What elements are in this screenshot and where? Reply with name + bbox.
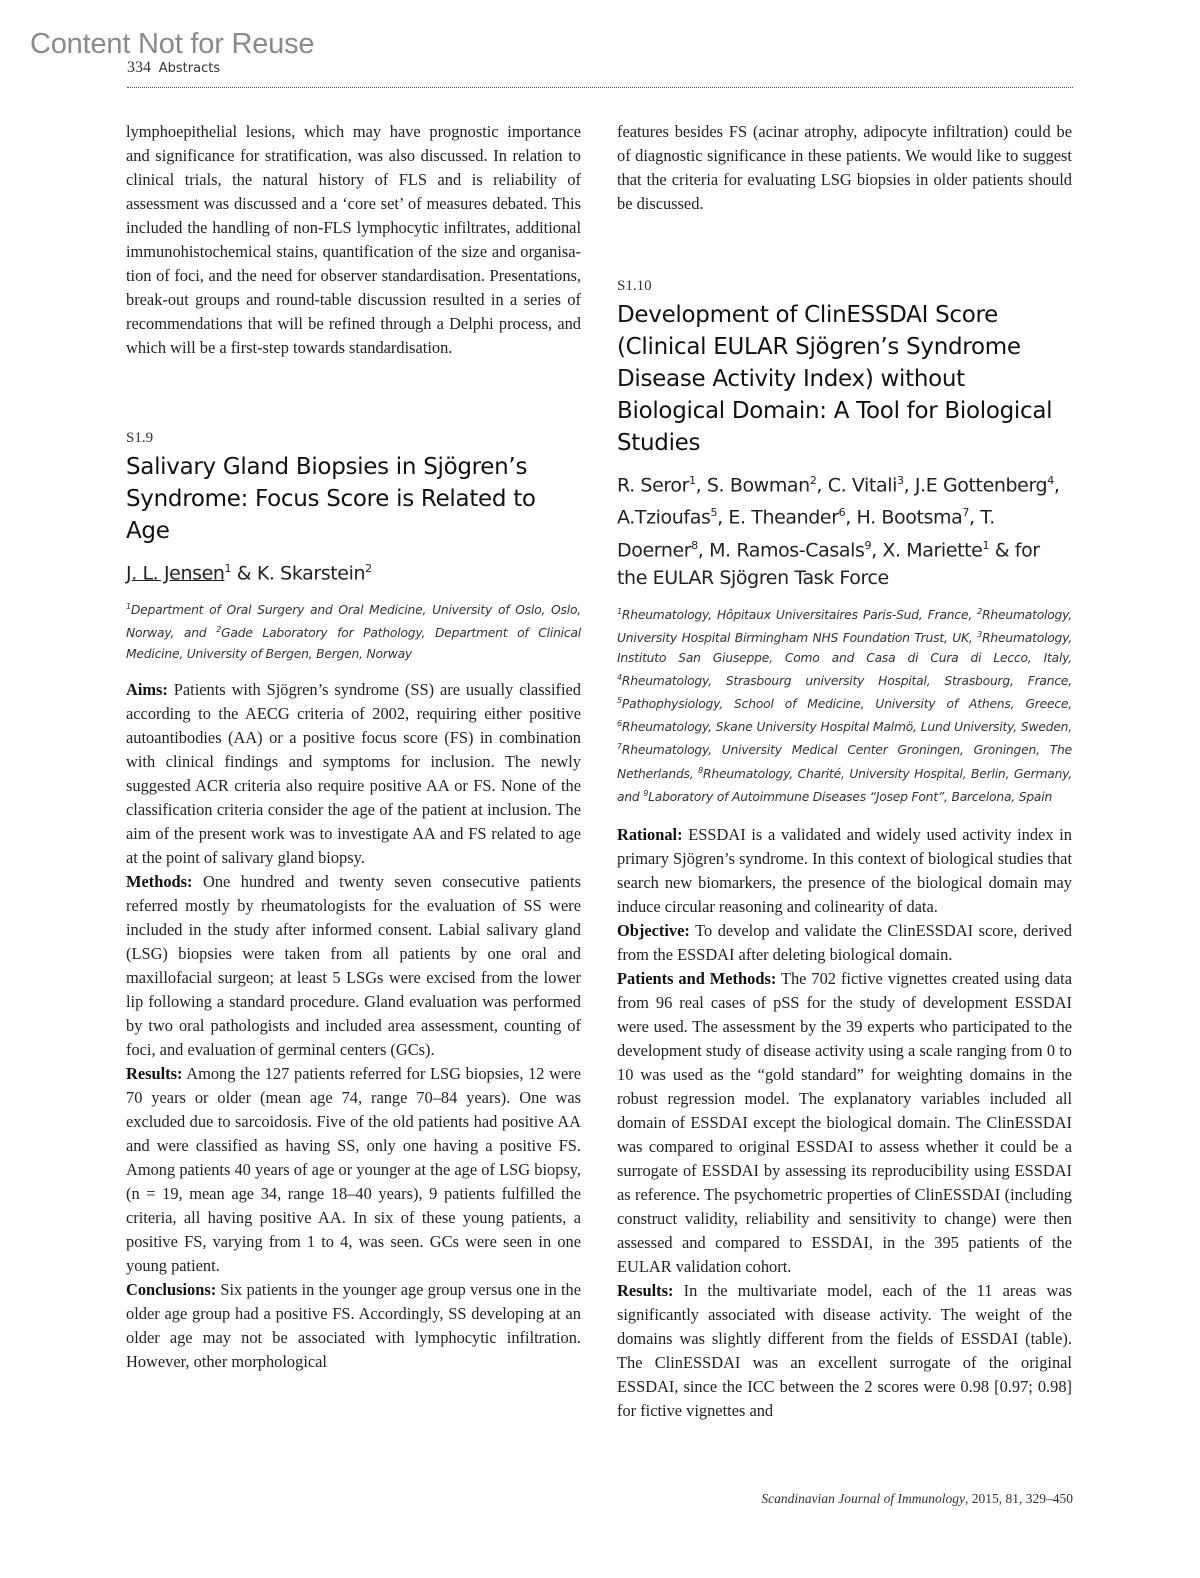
section-name: Abstracts [158,61,221,76]
affil-text: Rheumatology, Charité, University Hospital, Berlin, Germany, and [617,766,1072,804]
abstract-section [126,1062,581,1278]
author-name: M. Ramos-Casals [709,538,865,561]
abstract-section [617,823,1072,919]
author-sup: 6 [838,506,846,520]
author-separator: , [695,474,707,497]
abstract-section [617,919,1072,967]
author-separator: , [717,506,729,529]
abstract-section [617,1279,1072,1423]
author-sup: 9 [864,538,872,552]
affil-sup: 7 [617,742,622,752]
abstract-section [126,1278,581,1374]
left-column [126,120,581,1374]
author-name: A.Tzioufas [617,506,711,529]
intro-paragraph: lymphoepithelial lesions, which may have prognostic importance and significance for stratification, was also discussed. In relation to clinical trials, the natural history of FLS and is reliability of assessment was discussed and a ‘core set’ of measures debated. This included the handling of non-FLS lymphocytic infiltrates, additional immunohistochemical stains, quantification of the size and organisation of foci, and the need for observer standardisation. Presentations, break-out groups and round-table discussion resulted in a series of recommendations that will be refined through a Delphi process, and which will be a first-step towards standardisation. [126,122,581,357]
author-name: R. Seror [617,474,689,497]
affiliations [617,602,1072,807]
affil-sup: 2 [977,606,983,616]
author-name: E. Theander [728,506,839,529]
author-separator: & for the EULAR Sjögren Task Force [617,538,1040,589]
section-text: The 702 fictive vignettes created using data from 96 real cases of pSS for the study of development ESSDAI were used. The assessment by the 39 experts who participated to the development study of disease activity using a scale ranging from 0 to 10 was used as the “gold standard” for weighting domains in the robust regression model. The explanatory variables included all domain of ESSDAI except the biological domain. The ClinESSDAI was compared to original ESSDAI to assess whether it could be a surrogate of ESSDAI by assessing its reproducibility using ESSDAI as reference. The psychometric properties of ClinESSDAI (including construct validity, reliability and sensitivity to change) were then assessed and compared to ESSDAI, in the 395 patients of the EULAR validation cohort. [617,968,1072,1276]
author-sup: 5 [710,506,718,520]
section-text: Among the 127 patients referred for LSG biopsies, 12 were 70 years or older (mean age 74, range 70–84 years). One was excluded due to sarcoidosis. Five of the old patients had positive AA and were classified as having SS, only one having a positive FS. Among patients 40 years of age or younger at the age of LSG biopsy, (n = 19, mean age 34, range 18–40 years), 9 patients fulfilled the criteria, all having positive AA. In six of these young patients, a positive FS, varying from 1 to 4, was seen. GCs were seen in one young patient. [126,1063,581,1275]
presenting-author: J. L. Jensen [126,562,225,585]
affil-sup: 6 [617,719,622,729]
author-name: H. Bootsma [856,506,963,529]
affil-sup: 3 [977,630,983,640]
author-sup: 1 [224,562,232,575]
abstract-id: S1.10 [617,278,652,294]
section-label: Objective: [617,920,690,940]
right-column [617,120,1072,1423]
section-text: One hundred and twenty seven consecutive patients referred mostly by rheumatologists for the evaluation of SS were included in the study after informed consent. Labial salivary gland (LSG) biopsies were taken from all patients by one oral and maxillofacial surgeon; at least 5 LSGs were excised from the lower lip following a standard procedure. Gland evaluation was performed by two oral pathologists and included area assessment, counting of foci, and evaluation of germinal centers (GCs). [126,871,581,1059]
author-sup: 2 [365,562,372,575]
abstract-title: Development of ClinESSDAI Score (Clinical EULAR Sjögren’s Syndrome Disease Activity Index) without Biological Domain: A Tool for Biological Studies [617,302,1053,456]
affiliations [126,597,581,663]
author-sup: 3 [896,474,904,487]
author-sup: 1 [688,474,696,487]
author-separator: , [845,506,857,529]
affil-sup: 4 [617,673,622,683]
continuation-paragraph: features besides FS (acinar atrophy, adipocyte infiltration) could be of diagnostic significance in these patients. We would like to suggest that the criteria for evaluating LSG biopsies in older patients should be discussed. [617,122,1072,213]
author-separator: , [871,538,883,561]
section-text: To develop and validate the ClinESSDAI score, derived from the ESSDAI after deleting biological domain. [617,920,1072,964]
section-text: Patients with Sjögren’s syndrome (SS) are usually classified according to the AECG criteria of 2002, requiring either positive autoantibodies (AA) or a positive focus score (FS) in combination with clinical findings and symptoms for inclusion. The newly suggested ACR criteria also require positive AA or FS. None of the classification criteria consider the age of the patient at inclusion. The aim of the present work was to investigate AA and FS related to age at the point of salivary gland biopsy. [126,679,581,867]
affil-text: Pathophysiology, School of Medicine, University of Athens, Greece, [621,697,1072,712]
abstract-section [617,967,1072,1279]
affil-sup: 1 [126,602,131,612]
abstract-title: Salivary Gland Biopsies in Sjögren’s Syndrome: Focus Score is Related to Age [126,454,536,544]
citation: , 2015, 81, 329–450 [965,1491,1073,1506]
abstract-body [126,678,581,1374]
section-label: Results: [126,1063,183,1083]
author-separator: , [1053,474,1060,497]
section-label: Rational: [617,824,683,844]
section-label: Aims: [126,679,168,699]
affil-text: Rheumatology, University Hospital Birmingham NHS Foundation Trust, UK, [617,608,1072,646]
watermark: Content Not for Reuse [30,28,315,60]
section-text: In the multivariate model, each of the 11 areas was significantly associated with disease activity. The weight of the domains was slightly different from the fields of ESSDAI (table). The ClinESSDAI was an excellent surrogate of the original ESSDAI, since the ICC between the 2 scores were 0.98 [0.97; 0.98] for fictive vignettes and [617,1280,1072,1420]
author-list [126,555,581,587]
author-name: J.E Gottenberg [914,474,1048,497]
author-name: S. Bowman [706,474,810,497]
affil-sup: 5 [617,696,622,706]
author-name: T. Doerner [617,506,995,561]
author-sup: 7 [962,506,969,520]
affil-text: Gade Laboratory for Pathology, Department of Clinical Medicine, University of Bergen, Bergen, Norway [126,626,582,661]
abstract-section [126,870,581,1062]
author-name: C. Vitali [827,474,897,497]
author-separator: , [903,474,915,497]
abstract-section [126,678,581,870]
author-name: X. Mariette [882,538,983,561]
running-header [127,59,220,77]
section-text: ESSDAI is a validated and widely used activity index in primary Sjögren’s syndrome. In this context of biological studies that search new biomarkers, the presence of the biological domain may induce circular reasoning and colinearity of data. [617,824,1072,916]
affil-text: Department of Oral Surgery and Oral Medicine, University of Oslo, Oslo, Norway, and [126,603,581,641]
author-sup: 8 [691,538,698,552]
affil-sup: 2 [216,625,222,635]
affil-text: Rheumatology, Strasbourg university Hospital, Strasbourg, France, [621,674,1072,689]
section-label: Patients and Methods: [617,968,777,988]
affil-sup: 9 [643,788,649,798]
page-number: 334 [127,59,151,76]
affil-sup: 1 [617,606,622,616]
author-list [617,467,1072,592]
affil-text: Rheumatology, University Medical Center Groningen, Groningen, The Netherlands, [617,743,1072,781]
abstract-body [617,823,1072,1423]
affil-text: Rheumatology, Instituto San Giuseppe, Como and Casa di Cura di Lecco, Italy, [617,631,1072,666]
affil-text: Laboratory of Autoimmune Diseases “Josep Font”, Barcelona, Spain [648,789,1053,804]
section-label: Conclusions: [126,1279,217,1299]
author-sup: 2 [809,474,817,487]
author-sup: 1 [982,538,990,552]
author-sup: 4 [1047,474,1054,487]
affil-sup: 8 [698,765,704,775]
affil-text: Rheumatology, Skane University Hospital Malmö, Lund University, Sweden, [621,720,1072,735]
author-separator: , [968,506,981,529]
section-label: Results: [617,1280,674,1300]
journal-name: Scandinavian Journal of Immunology [761,1491,965,1506]
abstract-id: S1.9 [126,430,154,446]
author-separator: , [697,538,710,561]
author-name: & K. Skarstein [231,562,366,585]
affil-text: Rheumatology, Hôpitaux Universitaires Paris-Sud, France, [621,608,978,623]
header-divider [127,87,1073,88]
section-text: Six patients in the younger age group versus one in the older age group had a positive FS. Accordingly, SS developing at an older age may not be associated with lymphocytic infiltration. However, other morphological [126,1279,581,1371]
page-footer [761,1491,1073,1507]
author-separator: , [816,474,828,497]
section-label: Methods: [126,871,193,891]
